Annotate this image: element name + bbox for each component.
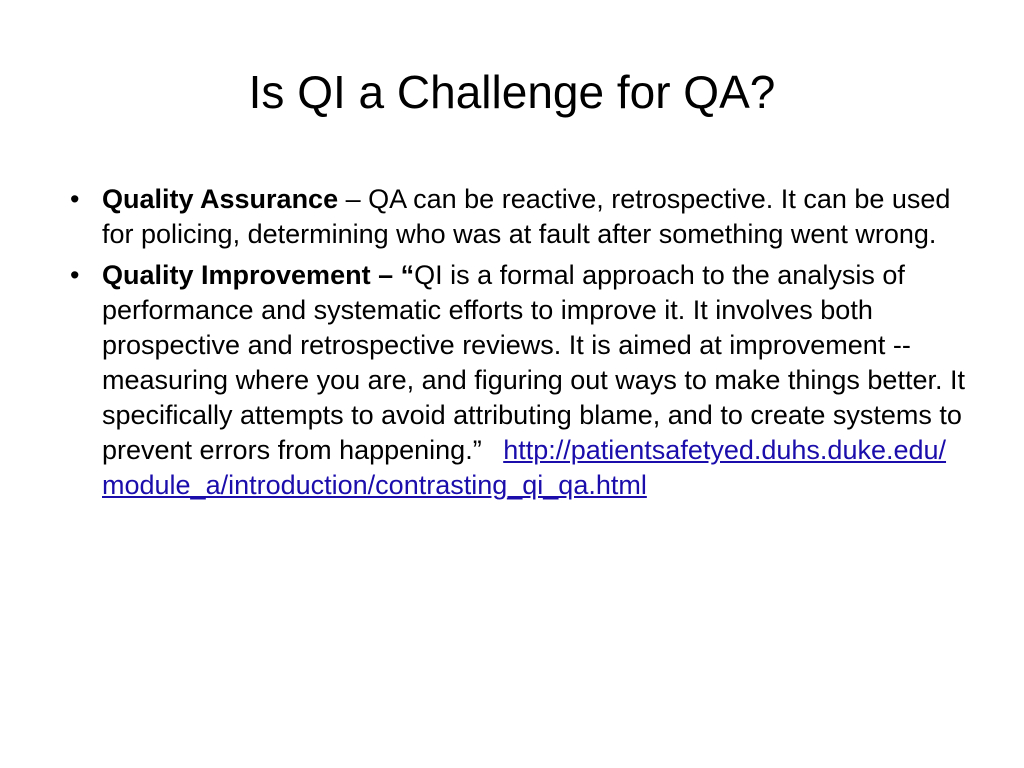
bullet-quality-assurance [60, 182, 966, 252]
slide-title: Is QI a Challenge for QA? [248, 66, 776, 118]
bullet-text: – QA can be reactive, retrospective. It can be used for policing, determining who was at fault after something went wrong. [102, 184, 951, 249]
bullet-text: QI is a formal approach to the analysis of performance and systematic efforts to improve it. It involves both prospective and retrospective reviews. It is aimed at improvement -- measuring where you are, and figuring out ways to make things better. It specifically attempts to avoid attributing blame, and to create systems to prevent errors from happening.” [102, 260, 965, 465]
bullet-icon: • [70, 184, 80, 214]
bullet-term: Quality Assurance [102, 184, 339, 214]
source-link[interactable]: http://patientsafetyed.duhs.duke.edu/module_a/introduction/contrasting_qi_qa.html [102, 435, 947, 500]
bullet-term: Quality Improvement – “ [102, 260, 415, 290]
bullet-icon: • [70, 260, 80, 290]
bullet-quality-improvement [60, 258, 966, 503]
bullet-list [60, 182, 966, 509]
